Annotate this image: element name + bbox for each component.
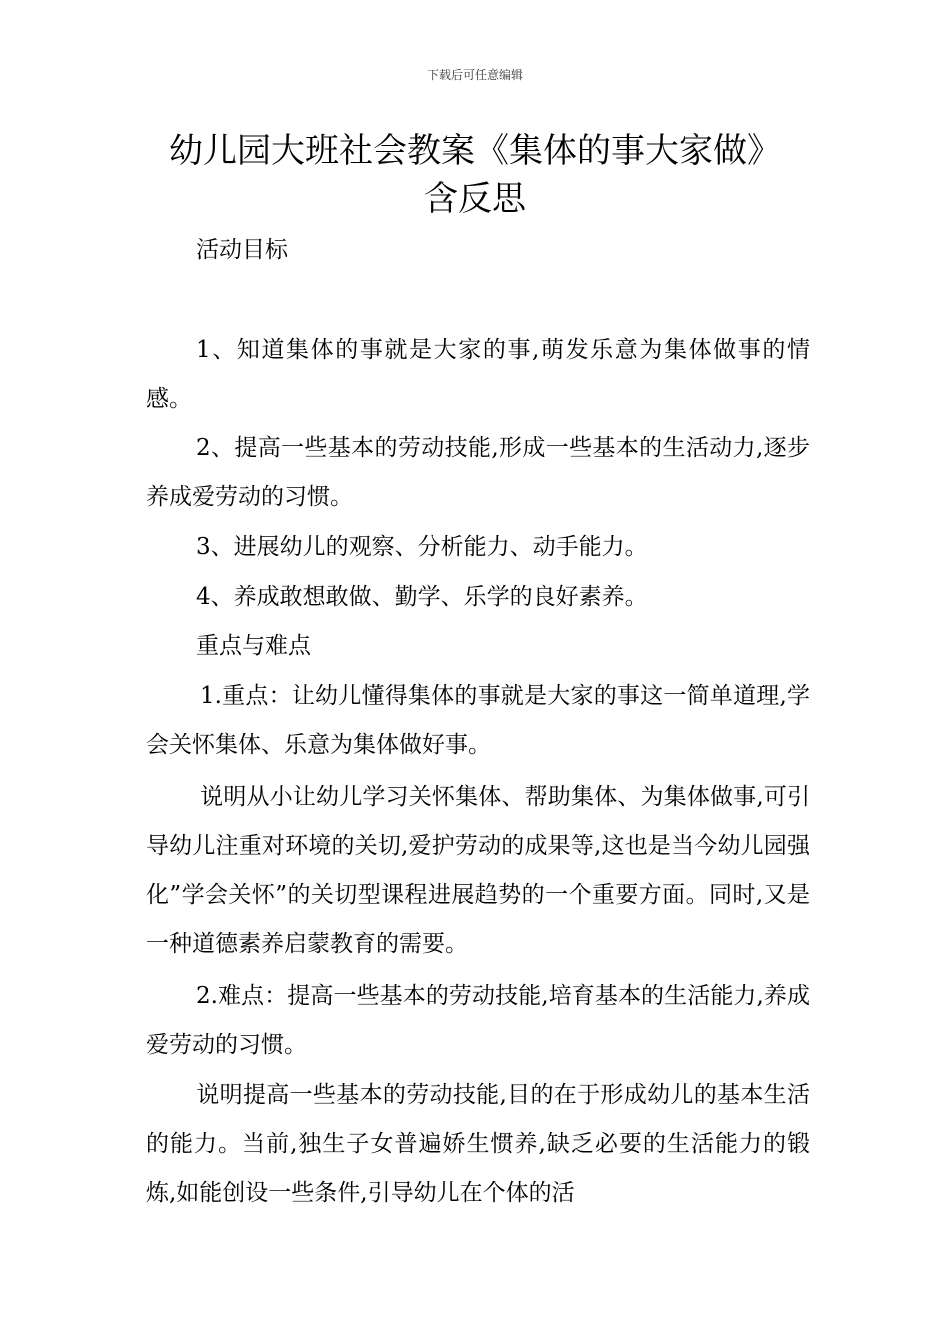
explanation-2 — [146, 1071, 810, 1218]
goal-item-4-text: 4、养成敢想敢做、勤学、乐学的良好素养。 — [196, 584, 648, 610]
explanation-1-text: 说明从小让幼儿学习关怀集体、帮助集体、为集体做事,可引导幼儿注重对环境的关切,爱护劳动的成果等,这也是当今幼儿园强化”学会关怀”的关切型课程进展趋势的一个重要方面。同时,又是一种道德素养启蒙教育的需要。 — [146, 784, 810, 957]
key-point-1 — [146, 672, 810, 770]
explanation-2-text: 说明提高一些基本的劳动技能,目的在于形成幼儿的基本生活的能力。当前,独生子女普遍娇生惯养,缺乏必要的生活能力的锻炼,如能创设一些条件,引导幼儿在个体的活 — [146, 1082, 810, 1206]
explanation-1 — [146, 773, 810, 969]
goal-item-1 — [146, 326, 810, 424]
document-title-line-1: 幼儿园大班社会教案《集体的事大家做》 — [169, 131, 781, 171]
goal-item-3 — [146, 523, 810, 572]
key-points-heading: 重点与难点 — [196, 633, 311, 659]
key-point-2-text: 2.难点：提高一些基本的劳动技能,培育基本的生活能力,养成爱劳动的习惯。 — [146, 983, 810, 1058]
key-point-1-text: 1.重点：让幼儿懂得集体的事就是大家的事这一简单道理,学会关怀集体、乐意为集体做好事。 — [146, 683, 810, 758]
goals-heading: 活动目标 — [196, 237, 288, 263]
document-title-line-2: 含反思 — [424, 179, 526, 219]
goal-item-2-text: 2、提高一些基本的劳动技能,形成一些基本的生活动力,逐步养成爱劳动的习惯。 — [146, 435, 810, 510]
goal-item-3-text: 3、进展幼儿的观察、分析能力、动手能力。 — [196, 534, 648, 560]
goal-item-2 — [146, 424, 810, 522]
key-point-2 — [146, 972, 810, 1070]
goal-item-4 — [146, 573, 810, 622]
header-note: 下载后可任意编辑 — [426, 68, 523, 82]
goal-item-1-text: 1、知道集体的事就是大家的事,萌发乐意为集体做事的情感。 — [146, 337, 810, 412]
